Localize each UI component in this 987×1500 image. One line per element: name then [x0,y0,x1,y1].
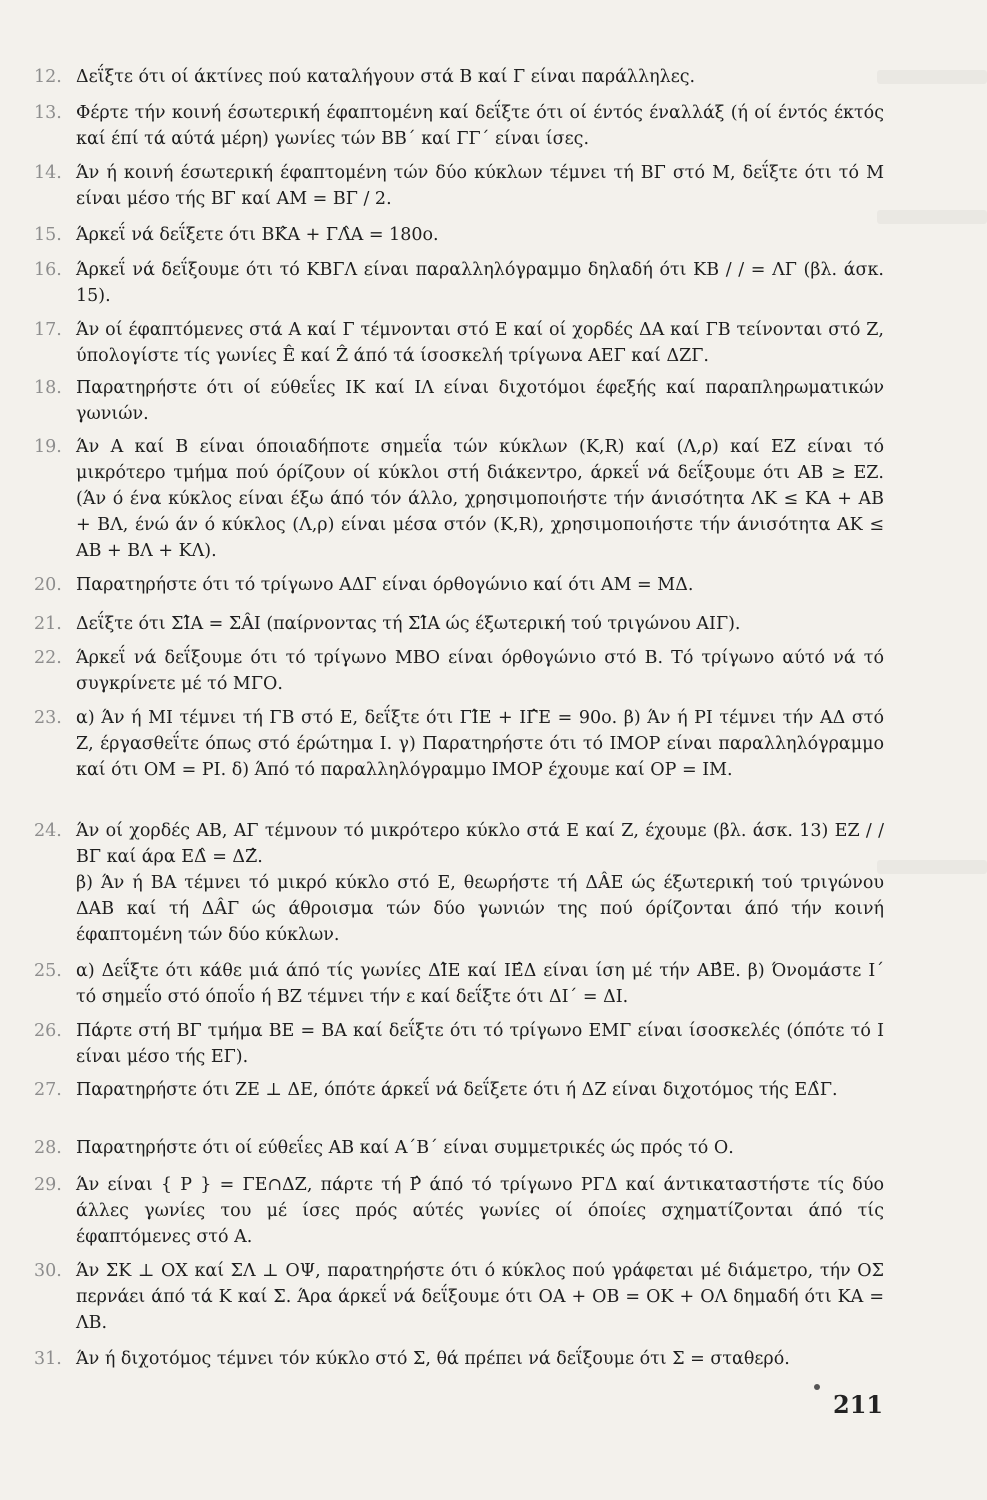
item-text: Άν οί έφαπτόμενες στά Α καί Γ τέμνονται στό Ε καί οί χορδές ΔΑ καί ΓΒ τείνονται στό Ζ, ύπολογίστε τίς γωνίες Ê καί Ẑ άπό τά ίσοσκελή τρίγωνα ΑΕΓ καί ΔΖΓ. [76,320,884,366]
exercise-hint-16 [34,257,884,309]
exercise-hint-24 [34,818,884,948]
exercise-hint-15 [34,222,884,248]
exercise-hint-19 [34,434,884,564]
item-text: Άν Α καί Β είναι όποιαδήποτε σημεΐα τών κύκλων (Κ,R) καί (Λ,ρ) καί ΕΖ είναι τό μικρότερο τμήμα πού όρίζουν οί κύκλοι στή διάκεντρο, άρκεΐ νά δεΐξουμε ότι ΑΒ ≥ ΕΖ. (Άν ό ένα κύκλος είναι έξω άπό τόν άλλο, χρησιμοποιήστε τήν άνισότητα ΛΚ ≤ ΚΑ + ΑΒ + ΒΛ, ένώ άν ό κύκλος (Λ,ρ) είναι μέσα στόν (Κ,R), χρησιμοποιήστε τήν άνισότητα ΑΚ ≤ ΑΒ + ΒΛ + ΚΛ). [76,437,884,561]
item-text: Άρκεΐ νά δεΐξουμε ότι τό τρίγωνο ΜΒΟ είναι όρθογώνιο στό Β. Τό τρίγωνο αύτό νά τό συγκρίνετε μέ τό ΜΓΟ. [76,648,884,694]
item-number: 16. [34,260,62,280]
exercise-hint-25 [34,958,884,1010]
exercise-hint-31 [34,1346,884,1372]
item-text: Άν ΣΚ ⊥ ΟΧ καί ΣΛ ⊥ ΟΨ, παρατηρήστε ότι ό κύκλος πού γράφεται μέ διάμετρο, τήν ΟΣ περνάει άπό τά Κ καί Σ. Άρα άρκεΐ νά δεΐξουμε ότι ΟΑ + ΟΒ = ΟΚ + ΟΛ δημαδή ότι ΚΑ = ΛΒ. [76,1261,884,1333]
item-text: Άν είναι { Ρ } = ΓΕ∩ΔΖ, πάρτε τή Ρ̂ άπό τό τρίγωνο ΡΓΔ καί άντικαταστήστε τίς δύο άλλες γωνίες του μέ ίσες πρός αύτές γωνίες οί όποίες σχηματίζονται άπό τίς έφαπτόμενες στό Α. [76,1175,884,1247]
page-number: 211 [833,1390,884,1419]
exercise-hint-12 [34,64,884,90]
item-text: Άρκεΐ νά δεΐξουμε ότι τό ΚΒΓΛ είναι παραλληλόγραμμο δηλαδή ότι ΚΒ / / = ΛΓ (βλ. άσκ. 15). [76,260,884,306]
item-number: 27. [34,1080,62,1100]
item-number: 20. [34,575,62,595]
item-number: 23. [34,708,62,728]
exercise-hint-29 [34,1172,884,1250]
item-text: Φέρτε τήν κοινή έσωτερική έφαπτομένη καί δεΐξτε ότι οί έντός έναλλάξ (ή οί έντός έκτός καί έπί τά αύτά μέρη) γωνίες τών ΒΒ΄ καί ΓΓ΄ είναι ίσες. [76,103,884,149]
item-number: 24. [34,821,62,841]
item-text: Παρατηρήστε ότι οί εύθεΐες ΑΒ καί Α΄Β΄ είναι συμμετρικές ώς πρός τό Ο. [76,1138,734,1158]
exercise-hint-22 [34,645,884,697]
item-text-part-b: β) Άν ή ΒΑ τέμνει τό μικρό κύκλο στό Ε, θεωρήστε τή ΔÂΕ ώς έξωτερική τού τριγώνου ΔΑΒ καί τή ΔÂΓ ώς άθροισμα τών δύο γωνιών της πού όρίζονται άπό τήν κοινή έφαπτομένη τών δύο κύκλων. [76,873,884,945]
item-number: 18. [34,378,62,398]
item-number: 28. [34,1138,62,1158]
bleed-through-mark [877,210,987,224]
item-text: α) Άν ή ΜΙ τέμνει τή ΓΒ στό Ε, δεΐξτε ότι ΓΙ̂Ε + ΙΓ̂Ε = 90ο. β) Άν ή ΡΙ τέμνει τήν ΑΔ στό Ζ, έργασθεΐτε όπως στό έρώτημα Ι. γ) Παρατηρήστε ότι τό ΙΜΟΡ είναι παραλληλόγραμμο καί ότι ΟΜ = ΡΙ. δ) Άπό τό παραλληλόγραμμο ΙΜΟΡ έχουμε καί ΟΡ = ΙΜ. [76,708,884,780]
item-text: Άρκεΐ νά δεΐξετε ότι ΒΚ̂Α + ΓΛ̂Α = 180ο. [76,225,439,245]
item-number: 21. [34,614,62,634]
item-number: 25. [34,961,62,981]
item-number: 29. [34,1175,62,1195]
exercise-hint-14 [34,160,884,212]
exercise-hint-26 [34,1018,884,1070]
item-number: 31. [34,1349,62,1369]
item-text: Άν ή κοινή έσωτερική έφαπτομένη τών δύο κύκλων τέμνει τή ΒΓ στό Μ, δεΐξτε ότι τό Μ είναι μέσο τής ΒΓ καί ΑΜ = ΒΓ / 2. [76,163,884,209]
item-number: 30. [34,1261,62,1281]
item-text: Άν οί χορδές ΑΒ, ΑΓ τέμνουν τό μικρότερο κύκλο στά Ε καί Ζ, έχουμε (βλ. άσκ. 13) ΕΖ / / ΒΓ καί άρα ΕΔ̂ = ΔΖ̂. [76,821,884,867]
item-text: Δεΐξτε ότι ΣΙ̂Α = ΣÂΙ (παίρνοντας τή ΣΙ̂Α ώς έξωτερική τού τριγώνου ΑΙΓ). [76,614,741,634]
item-number: 14. [34,163,62,183]
exercise-hint-30 [34,1258,884,1336]
exercise-hint-18 [34,375,884,427]
exercise-hint-27 [34,1077,884,1103]
item-text: Πάρτε στή ΒΓ τμήμα ΒΕ = ΒΑ καί δεΐξτε ότι τό τρίγωνο ΕΜΓ είναι ίσοσκελές (όπότε τό Ι είναι μέσο τής ΕΓ). [76,1021,884,1067]
item-text: Παρατηρήστε ότι ΖΕ ⊥ ΔΕ, όπότε άρκεΐ νά δεΐξετε ότι ή ΔΖ είναι διχοτόμος τής ΕΔ̂Γ. [76,1080,838,1100]
exercise-hint-13 [34,100,884,152]
item-number: 13. [34,103,62,123]
ink-dot [814,1384,820,1390]
item-number: 22. [34,648,62,668]
item-text: Δεΐξτε ότι οί άκτίνες πού καταλήγουν στά Β καί Γ είναι παράλληλες. [76,67,696,87]
bleed-through-mark [877,70,987,84]
exercise-hint-20 [34,572,884,598]
exercise-hint-28 [34,1135,884,1161]
exercise-hint-21 [34,611,884,637]
item-number: 26. [34,1021,62,1041]
item-text: Παρατηρήστε ότι οί εύθεΐες ΙΚ καί ΙΛ είναι διχοτόμοι έφεξής καί παραπληρωματικών γωνιών. [76,378,884,424]
item-number: 15. [34,225,62,245]
exercise-hint-23 [34,705,884,783]
item-number: 12. [34,67,62,87]
bleed-through-mark [877,860,987,874]
item-text: Άν ή διχοτόμος τέμνει τόν κύκλο στό Σ, θά πρέπει νά δεΐξουμε ότι Σ = σταθερό. [76,1349,790,1369]
item-text: α) Δεΐξτε ότι κάθε μιά άπό τίς γωνίες ΔΙ̂Ε καί ΙΕ̂Δ είναι ίση μέ τήν ΑΒ̂Ε. β) Όνομάστε Ι΄ τό σημεΐο στό όποΐο ή ΒΖ τέμνει τήν ε καί δεΐξτε ότι ΔΙ΄ = ΔΙ. [76,961,884,1007]
item-number: 19. [34,437,62,457]
item-number: 17. [34,320,62,340]
item-text: Παρατηρήστε ότι τό τρίγωνο ΑΔΓ είναι όρθογώνιο καί ότι ΑΜ = ΜΔ. [76,575,694,595]
exercise-hint-17 [34,317,884,369]
